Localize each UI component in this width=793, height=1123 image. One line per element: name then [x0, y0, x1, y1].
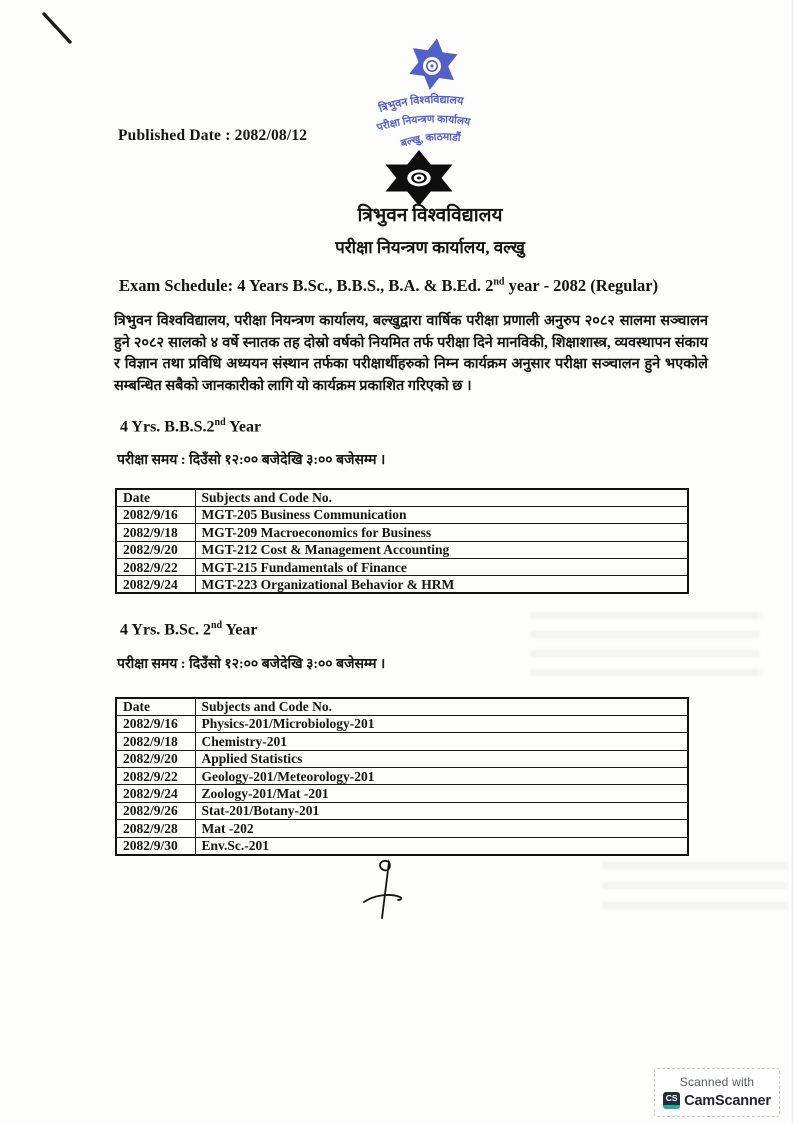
pen-mark [36, 8, 80, 52]
cell-subject: Zoology-201/Mat -201 [195, 785, 688, 802]
cell-subject: Mat -202 [195, 820, 688, 837]
table-row [116, 750, 688, 767]
table-row [116, 576, 688, 593]
heading-post: Year [222, 621, 258, 639]
table-row [116, 768, 688, 785]
table-row [116, 820, 688, 837]
letterhead [230, 206, 630, 258]
table-row [116, 506, 688, 523]
heading-pre: 4 Yrs. B.Sc. 2 [120, 621, 211, 639]
scanned-with-label: Scanned with [679, 1075, 755, 1089]
col-header-date: Date [116, 489, 195, 506]
cell-subject: Physics-201/Microbiology-201 [195, 715, 688, 732]
stamp-text-line3: बल्खु, काठमाडौं [399, 132, 462, 150]
camscanner-logo-icon: CS [663, 1092, 680, 1109]
col-header-subjects: Subjects and Code No. [195, 489, 688, 506]
cell-subject: Applied Statistics [195, 750, 688, 767]
cell-subject: Env.Sc.-201 [195, 837, 688, 854]
title-ordinal: nd [493, 276, 505, 288]
bbs-schedule-table [115, 488, 689, 594]
university-name: त्रिभुवन विश्वविद्यालय [357, 205, 503, 226]
table-header-row [116, 489, 688, 506]
cell-subject: MGT-215 Fundamentals of Finance [195, 559, 688, 576]
cell-subject: MGT-212 Cost & Management Accounting [195, 541, 688, 558]
cell-date: 2082/9/30 [116, 837, 195, 854]
university-ink-stamp [370, 28, 520, 158]
table-row [116, 541, 688, 558]
cell-subject: MGT-209 Macroeconomics for Business [195, 524, 688, 541]
section-heading-bbs [120, 417, 261, 436]
university-star-emblem [378, 149, 460, 207]
document-title [119, 276, 719, 296]
table-row [116, 715, 688, 732]
table-row [116, 837, 688, 854]
cell-date: 2082/9/20 [116, 541, 195, 558]
bsc-schedule-table [115, 697, 689, 856]
table-row [116, 802, 688, 819]
camscanner-watermark [654, 1068, 780, 1117]
heading-ordinal: nd [210, 620, 223, 631]
cell-subject: MGT-223 Organizational Behavior & HRM [195, 576, 688, 593]
bleedthrough-ghost-text [530, 612, 760, 682]
stamp-text-line1: त्रिभुवन विश्वविद्यालय [377, 93, 465, 115]
table-row [116, 524, 688, 541]
table-row [116, 559, 688, 576]
office-name: परीक्षा नियन्त्रण कार्यालय, वल्खु [335, 238, 525, 257]
cell-date: 2082/9/18 [116, 733, 195, 750]
cell-date: 2082/9/16 [116, 715, 195, 732]
title-post: year - 2082 (Regular) [504, 276, 659, 295]
camscanner-name: CamScanner [684, 1092, 771, 1109]
cell-subject: Chemistry-201 [195, 733, 688, 750]
heading-ordinal: nd [214, 417, 226, 428]
heading-pre: 4 Yrs. B.B.S.2 [120, 418, 215, 436]
stamp-text-line2: परीक्षा नियन्त्रण कार्यालय [375, 114, 471, 134]
table-row [116, 733, 688, 750]
cell-subject: MGT-205 Business Communication [195, 506, 688, 523]
cell-date: 2082/9/22 [116, 768, 195, 785]
published-date: Published Date : 2082/08/12 [118, 127, 308, 144]
bleedthrough-ghost-text [602, 862, 787, 920]
cell-date: 2082/9/20 [116, 750, 195, 767]
section-heading-bsc [120, 620, 257, 639]
cell-date: 2082/9/28 [116, 820, 195, 837]
cell-date: 2082/9/26 [116, 802, 195, 819]
cell-date: 2082/9/24 [116, 576, 195, 593]
exam-time-bbs: परीक्षा समय : दिउँसो १२:०० बजेदेखि ३:०० बजेसम्म । [117, 453, 386, 468]
signature-mark [356, 856, 406, 924]
heading-post: Year [225, 418, 262, 436]
col-header-date: Date [116, 698, 195, 715]
intro-paragraph: त्रिभुवन विश्वविद्यालय, परीक्षा नियन्त्रण कार्यालय, बल्खुद्वारा वार्षिक परीक्षा प्रणाली अनुरुप २०८२ सालमा सञ्चालन हुने २०८२ सालको ४ वर्षे स्नातक तह दोस्रो वर्षको नियमित तर्फ परीक्षा दिने मानविकी, शिक्षाशास्त्र, व्यवस्थापन संकाय र विज्ञान तथा प्रविधि अध्ययन संस्थान तर्फका परीक्षार्थीहरुको निम्न कार्यक्रम अनुसार परीक्षा सञ्चालन हुने भएकोले सम्बन्धित सबैको जानकारीको लागि यो कार्यक्रम प्रकाशित गरिएको छ । [114, 313, 708, 394]
title-pre: Exam Schedule: 4 Years B.Sc., B.B.S., B.A. & B.Ed. 2 [119, 276, 494, 295]
table-row [116, 785, 688, 802]
cell-subject: Geology-201/Meteorology-201 [195, 768, 688, 785]
cell-subject: Stat-201/Botany-201 [195, 802, 688, 819]
col-header-subjects: Subjects and Code No. [195, 698, 688, 715]
cell-date: 2082/9/24 [116, 785, 195, 802]
cell-date: 2082/9/18 [116, 524, 195, 541]
exam-time-bsc: परीक्षा समय : दिउँसो १२:०० बजेदेखि ३:०० बजेसम्म । [117, 657, 386, 672]
table-header-row [116, 698, 688, 715]
cell-date: 2082/9/22 [116, 559, 195, 576]
cell-date: 2082/9/16 [116, 506, 195, 523]
